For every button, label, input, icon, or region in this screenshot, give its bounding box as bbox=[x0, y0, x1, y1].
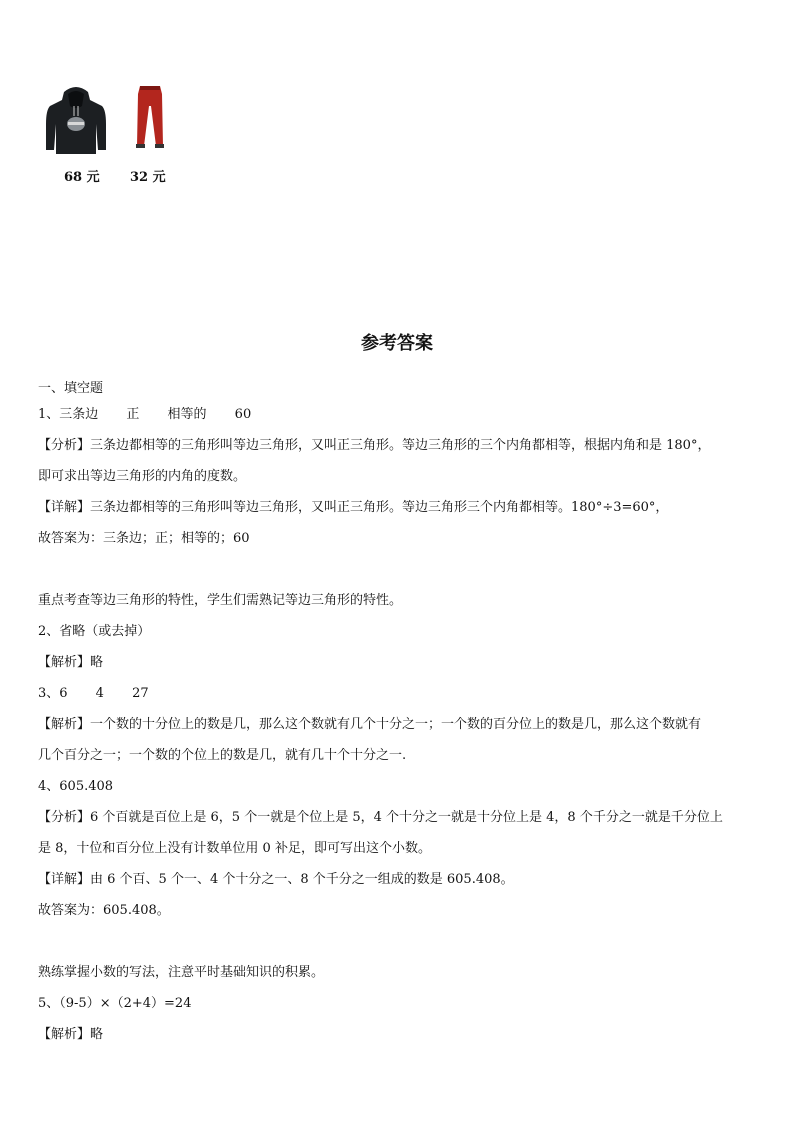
answer-line: 5、（9-5）×（2+4）=24 bbox=[38, 996, 192, 1011]
analysis-line: 即可求出等边三角形的内角的度数。 bbox=[38, 469, 247, 484]
answer-line-text: 1、三条边 正 相等的 60 bbox=[38, 407, 252, 422]
section-heading: 一、填空题 bbox=[38, 381, 104, 396]
analysis-line: 是 8，十位和百分位上没有计数单位用 0 补足，即可写出这个小数。 bbox=[38, 841, 431, 856]
answer-line: 4、605.408 bbox=[38, 779, 114, 794]
answer-line: 故答案为：三条边；正；相等的；60 bbox=[38, 531, 250, 546]
detail-line: 【详解】由 6 个百、5 个一、4 个十分之一、8 个千分之一组成的数是 605.408。 bbox=[38, 872, 514, 887]
answer-line bbox=[38, 686, 149, 702]
page-title: 参考答案 bbox=[361, 333, 433, 354]
analysis-line: 【解析】略 bbox=[38, 655, 104, 670]
trousers-image bbox=[132, 84, 168, 150]
hoodie-image bbox=[44, 84, 108, 156]
analysis-line: 【解析】一个数的十分位上的数是几，那么这个数就有几个十分之一；一个数的百分位上的数是几，那么这个数就有 bbox=[38, 717, 702, 732]
answer-line: 2、省略（或去掉） bbox=[38, 624, 151, 639]
note-line: 重点考查等边三角形的特性，学生们需熟记等边三角形的特性。 bbox=[38, 593, 403, 608]
detail-line: 【详解】三条边都相等的三角形叫等边三角形，又叫正三角形。等边三角形三个内角都相等。180°÷3=60°， bbox=[38, 500, 669, 515]
trousers-price: 32 元 bbox=[130, 170, 166, 185]
analysis-line: 【分析】三条边都相等的三角形叫等边三角形，又叫正三角形。等边三角形的三个内角都相等，根据内角和是 180°， bbox=[38, 438, 711, 453]
analysis-line: 几个百分之一；一个数的个位上的数是几，就有几十个十分之一. bbox=[38, 748, 407, 763]
answer-line: 故答案为：605.408。 bbox=[38, 903, 170, 918]
analysis-line: 【解析】略 bbox=[38, 1027, 104, 1042]
analysis-line: 【分析】6 个百就是百位上是 6，5 个一就是个位上是 5，4 个十分之一就是十分位上是 4，8 个千分之一就是千分位上 bbox=[38, 810, 723, 825]
hoodie-price: 68 元 bbox=[64, 170, 100, 185]
note-line: 熟练掌握小数的写法，注意平时基础知识的积累。 bbox=[38, 965, 325, 980]
answer-line bbox=[38, 407, 251, 423]
answer-line-text: 3、6 4 27 bbox=[38, 686, 149, 701]
